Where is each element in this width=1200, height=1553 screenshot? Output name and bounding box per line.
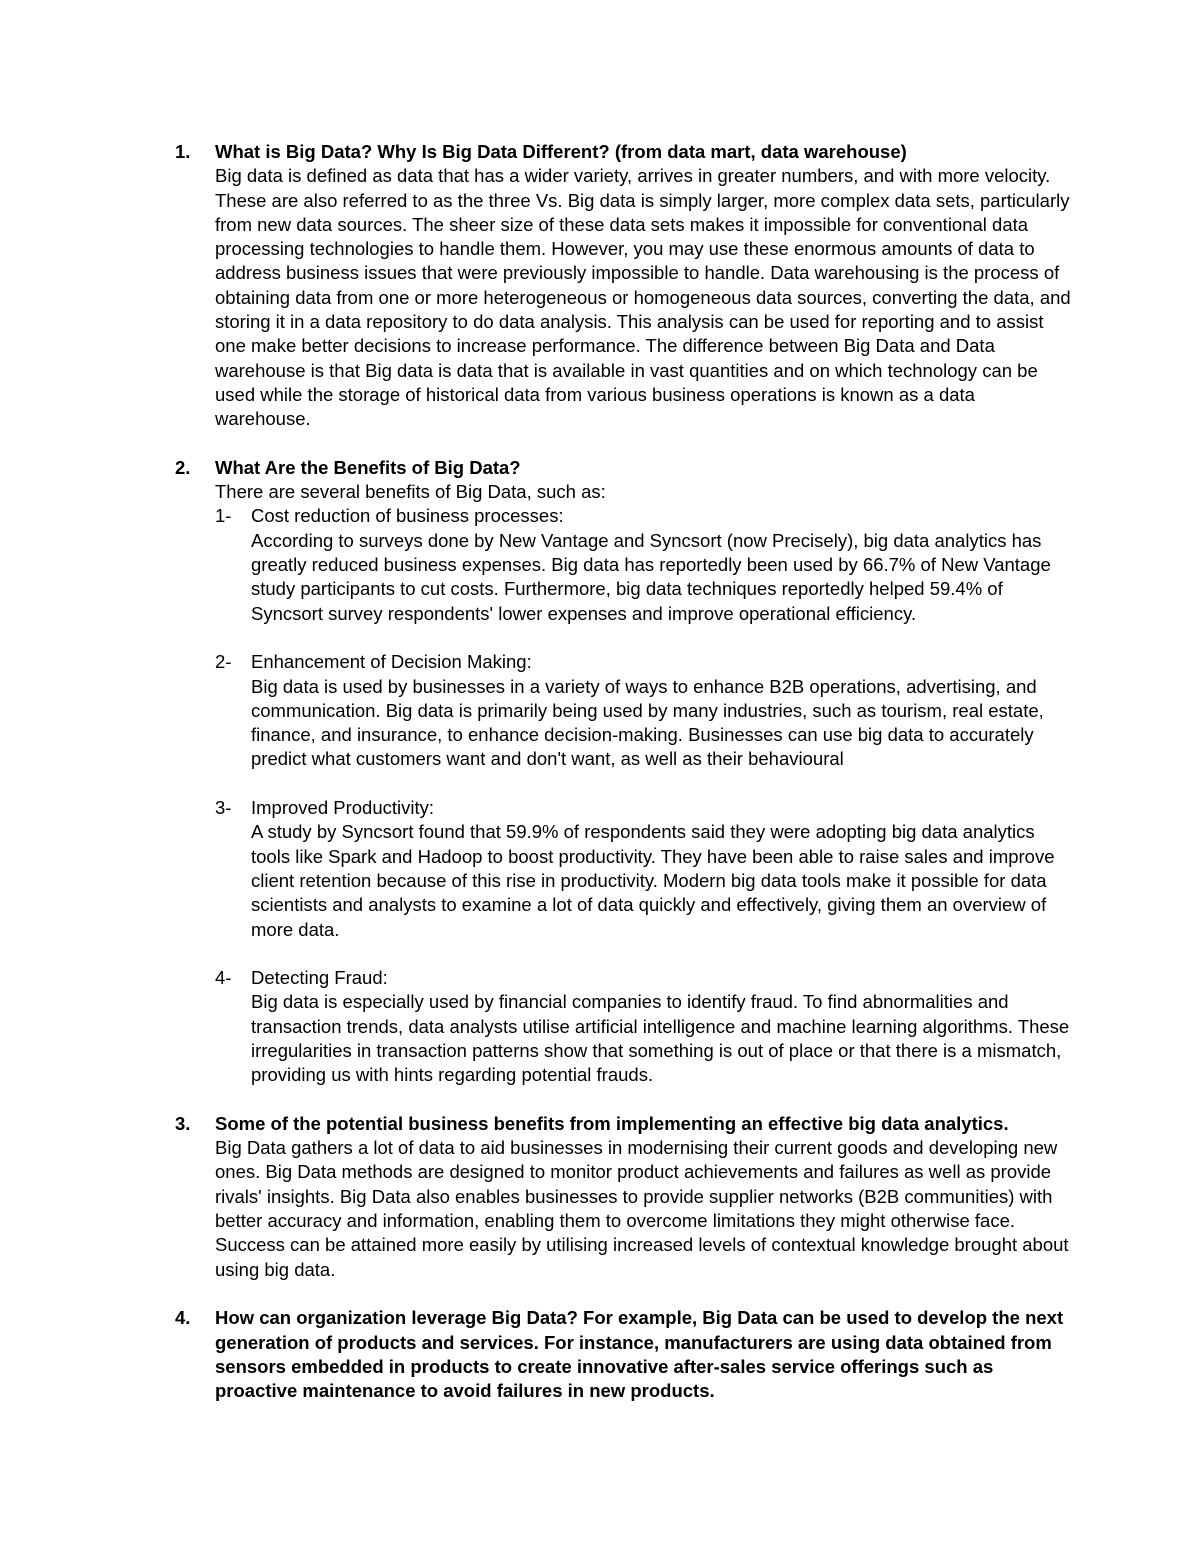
benefit-body: Big data is used by businesses in a variety of ways to enhance B2B operations, advertising, and communication. Big data is primarily being used by many industries, such as tourism, real estate, finance, and insurance, to enhance decision-making. Businesses can use big data to accurately predict what customers want and don't want, as well as their behavioural xyxy=(251,675,1044,770)
question-title: What is Big Data? Why Is Big Data Different? (from data mart, data warehouse) xyxy=(215,141,907,162)
question-answer: Big Data gathers a lot of data to aid businesses in modernising their current goods and developing new ones. Big Data methods are designed to monitor product achievements and failures as well as provide rivals' insights. Big Data also enables businesses to provide supplier networks (B2B communities) with better accuracy and information, enabling them to overcome limitations they might otherwise face. Success can be attained more easily by utilising increased levels of contextual knowledge brought about using big data. xyxy=(215,1137,1069,1280)
question-number: 3. xyxy=(175,1112,191,1134)
benefit-number: 2- xyxy=(215,651,232,673)
benefit-heading: Cost reduction of business processes: xyxy=(251,505,564,527)
benefit-item xyxy=(215,504,1075,625)
question-answer: Big data is defined as data that has a wider variety, arrives in greater numbers, and with more velocity. These are also referred to as the three Vs. Big data is simply larger, more complex data sets, particularly from new data sources. The sheer size of these data sets makes it impossible for conventional data processing technologies to handle them. However, you may use these enormous amounts of data to address business issues that were previously impossible to handle. Data warehousing is the process of obtaining data from one or more heterogeneous or homogeneous data sources, converting the data, and storing it in a data repository to do data analysis. This analysis can be used for reporting and to assist one make better decisions to increase performance. The difference between Big Data and Data warehouse is that Big data is data that is available in vast quantities and on which technology can be used while the storage of historical data from various business operations is known as a data warehouse. xyxy=(215,165,1071,430)
benefit-heading: Detecting Fraud: xyxy=(251,967,388,989)
benefit-number: 3- xyxy=(215,797,232,819)
question-3 xyxy=(175,1112,1075,1282)
benefit-body: According to surveys done by New Vantage and Syncsort (now Precisely), big data analytics has greatly reduced business expenses. Big data has reportedly been used by 66.7% of New Vantage study participants to cut costs. Furthermore, big data techniques reportedly helped 59.4% of Syncsort survey respondents' lower expenses and improve operational efficiency. xyxy=(251,529,1051,624)
benefit-heading: Enhancement of Decision Making: xyxy=(251,651,532,673)
question-number: 2. xyxy=(175,456,191,478)
question-intro: There are several benefits of Big Data, such as: xyxy=(215,481,606,503)
question-title: How can organization leverage Big Data? For example, Big Data can be used to develop the next generation of products and services. For instance, manufacturers are using data obtained from sensors embedded in products to create innovative after-sales service offerings such as proactive maintenance to avoid failures in new products. xyxy=(215,1307,1064,1402)
benefit-body: Big data is especially used by financial companies to identify fraud. To find abnormalities and transaction trends, data analysts utilise artificial intelligence and machine learning algorithms. These irregularities in transaction patterns show that something is out of place or that there is a mismatch, providing us with hints regarding potential frauds. xyxy=(251,991,1070,1086)
question-number: 1. xyxy=(175,141,191,162)
benefit-number: 1- xyxy=(215,505,232,527)
benefit-heading: Improved Productivity: xyxy=(251,797,435,819)
question-number: 4. xyxy=(175,1307,191,1329)
benefit-body: A study by Syncsort found that 59.9% of respondents said they were adopting big data analytics tools like Spark and Hadoop to boost productivity. They have been able to raise sales and improve client retention because of this rise in productivity. Modern big data tools make it possible for data scientists and analysts to examine a lot of data quickly and effectively, giving them an overview of more data. xyxy=(251,821,1055,940)
question-2 xyxy=(175,456,1075,1088)
question-title: What Are the Benefits of Big Data? xyxy=(215,456,521,478)
benefit-number: 4- xyxy=(215,967,232,989)
question-4 xyxy=(175,1306,1075,1403)
document-content xyxy=(175,140,1075,1428)
question-title: Some of the potential business benefits from implementing an effective big data analytics. xyxy=(215,1112,1009,1134)
benefit-item xyxy=(215,966,1075,1087)
question-1 xyxy=(175,140,1075,432)
benefit-item xyxy=(215,650,1075,771)
benefit-item xyxy=(215,796,1075,942)
